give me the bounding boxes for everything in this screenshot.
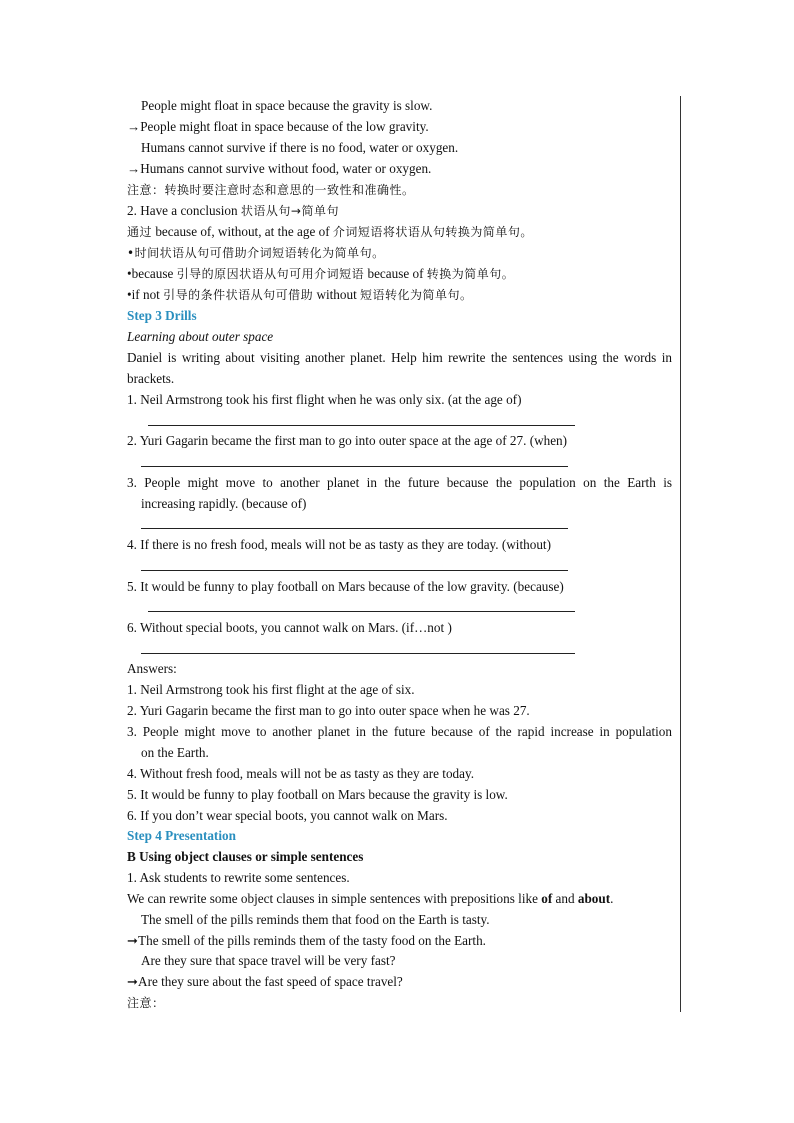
answer-1: 1. Neil Armstrong took his first flight at the age of six.	[127, 682, 415, 697]
rule-part: 介词短语将状语从句转换为简单句。	[332, 225, 533, 239]
answer-blank-5[interactable]	[148, 611, 575, 612]
rule-part: .	[610, 891, 614, 906]
example-rewrite: →People might float in space because of the low gravity.	[127, 119, 429, 134]
table-border-line	[680, 96, 681, 1012]
step4-instruction: 1. Ask students to rewrite some sentences.	[127, 870, 350, 885]
answer-blank-1[interactable]	[148, 425, 575, 426]
drill-question-6: 6. Without special boots, you cannot walk on Mars. (if…not )	[127, 620, 452, 635]
drill-question-5: 5. It would be funny to play football on Mars because of the low gravity. (because)	[127, 579, 564, 594]
rule-part: and	[552, 891, 578, 906]
drill-question-2: 2. Yuri Gagarin became the first man to go into outer space at the age of 27. (when)	[127, 433, 568, 448]
rule-part: 引导的原因状语从句可用介词短语	[176, 267, 365, 281]
rule-part: 通过	[127, 225, 153, 239]
drill-question-1: 1. Neil Armstrong took his first flight when he was only six. (at the age of)	[127, 392, 522, 407]
conclusion-label: 2. Have a conclusion	[127, 203, 241, 218]
rule-part: because of	[364, 266, 427, 281]
answers-label: Answers:	[127, 661, 177, 676]
conclusion-rule	[127, 223, 533, 241]
answer-blank-2[interactable]	[141, 466, 568, 467]
rule-part: •because	[127, 266, 177, 281]
rule-part: 引导的条件状语从句可借助	[163, 288, 314, 302]
step3-subtitle: Learning about outer space	[127, 329, 274, 344]
answer-5: 5. It would be funny to play football on Mars because the gravity is low.	[127, 787, 508, 802]
note-label: 注意：	[127, 996, 165, 1010]
answer-3-cont: on the Earth.	[141, 745, 209, 760]
example-rewrite: ➞The smell of the pills reminds them of the tasty food on the Earth.	[127, 933, 486, 948]
rule-part: because of, without, at the age of	[152, 224, 333, 239]
step3-intro: Daniel is writing about visiting another planet. Help him rewrite the sentences using the words in	[127, 350, 672, 365]
step4-heading: Step 4 Presentation	[127, 828, 236, 843]
example-sentence: The smell of the pills reminds them that food on the Earth is tasty.	[141, 912, 490, 927]
step3-intro-cont: brackets.	[127, 371, 175, 386]
rule-part: 转换为简单句。	[426, 267, 515, 281]
conclusion-label-zh: 状语从句→简单句	[240, 204, 339, 218]
rule-part: 短语转化为简单句。	[360, 288, 473, 302]
note-text: 注意：转换时要注意时态和意思的一致性和准确性。	[127, 183, 415, 197]
example-sentence: People might float in space because the gravity is slow.	[141, 98, 433, 113]
keyword-about: about	[577, 891, 611, 906]
bullet-if-not-clause	[127, 286, 473, 304]
example-sentence: Humans cannot survive if there is no food, water or oxygen.	[141, 140, 459, 155]
bullet-time-clause: •时间状语从句可借助介词短语转化为简单句。	[127, 246, 385, 260]
step4-rule	[127, 890, 613, 908]
rule-part: without	[313, 287, 361, 302]
example-rewrite: →Humans cannot survive without food, water or oxygen.	[127, 161, 432, 176]
example-sentence: Are they sure that space travel will be very fast?	[141, 953, 396, 968]
drill-question-3: 3. People might move to another planet in the future because the population on the Earth is	[127, 475, 672, 490]
rule-part: •if not	[127, 287, 164, 302]
drill-question-3-cont: increasing rapidly. (because of)	[141, 496, 307, 511]
bullet-because-clause	[127, 265, 514, 283]
answer-2: 2. Yuri Gagarin became the first man to go into outer space when he was 27.	[127, 703, 530, 718]
example-rewrite: ➞Are they sure about the fast speed of space travel?	[127, 974, 403, 989]
rule-part: We can rewrite some object clauses in simple sentences with prepositions like	[127, 891, 542, 906]
drill-question-4: 4. If there is no fresh food, meals will not be as tasty as they are today. (without)	[127, 537, 551, 552]
answer-4: 4. Without fresh food, meals will not be as tasty as they are today.	[127, 766, 475, 781]
answer-3: 3. People might move to another planet in the future because of the rapid increase in population	[127, 724, 672, 739]
keyword-of: of	[541, 891, 553, 906]
answer-6: 6. If you don’t wear special boots, you cannot walk on Mars.	[127, 808, 448, 823]
answer-blank-3[interactable]	[141, 528, 568, 529]
step4-subheading: B Using object clauses or simple sentences	[127, 849, 364, 864]
answer-blank-6[interactable]	[141, 653, 575, 654]
answer-blank-4[interactable]	[141, 570, 568, 571]
conclusion-heading	[127, 202, 339, 220]
step3-heading: Step 3 Drills	[127, 308, 197, 323]
